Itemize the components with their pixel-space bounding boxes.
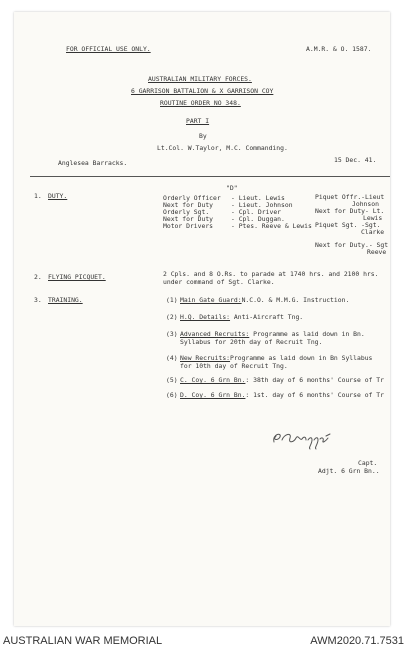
date: 15 Dec. 41.: [334, 156, 377, 164]
duty-role: Orderly Officer: [163, 194, 221, 202]
duty-name: - Lieut. Lewis: [231, 194, 285, 202]
duty-name: - Cpl. Duggan.: [231, 215, 285, 223]
training-item-text: N.C.O. & M.M.G. Instruction.: [241, 296, 350, 304]
part-by: By: [199, 132, 207, 140]
picquet-line: Lewis: [363, 214, 383, 222]
picquet-line: Next for Duty- Lt.: [315, 207, 385, 215]
training-item-line: [180, 392, 384, 400]
picquet-line: Reeve: [367, 248, 387, 256]
archive-footer: [0, 631, 408, 653]
training-item-number: (1): [166, 296, 178, 304]
training-item-heading: C. Coy. 6 Grn Bn.: [180, 376, 246, 384]
training-item-number: (2): [166, 313, 178, 321]
title-line-1: AUSTRALIAN MILITARY FORCES.: [148, 75, 252, 83]
section-3-number: 3.: [34, 296, 42, 304]
training-item-continuation: Syllabus for 20th day of Recruit Tng.: [180, 338, 323, 346]
training-item-text: Anti-Aircraft Tng.: [230, 313, 304, 321]
divider-rule: [30, 176, 390, 177]
footer-institution: AUSTRALIAN WAR MEMORIAL: [3, 635, 163, 647]
duty-role: Orderly Sgt.: [163, 208, 210, 216]
footer-accession-number: AWM2020.71.7531: [310, 635, 404, 647]
training-item-number: (6): [166, 391, 178, 399]
picquet-line: Piquet Sgt. -Sgt.: [315, 221, 381, 229]
reference-number: A.M.R. & O. 1587.: [306, 45, 372, 53]
part-label: PART I: [186, 117, 210, 125]
training-item-number: (4): [166, 354, 178, 362]
picquet-line: Next for Duty.- Sgt: [315, 241, 389, 249]
handwritten-signature: [268, 428, 372, 450]
training-item-continuation: for 10th day of Recruit Tng.: [180, 362, 288, 370]
training-item-heading: Advanced Recruits:: [180, 330, 250, 338]
duty-role: Next for Duty: [163, 201, 214, 209]
training-item-heading: New Recruits:: [180, 354, 231, 362]
duty-name: - Ptes. Reeve & Lewis: [231, 222, 312, 230]
training-item-text: : 1st. day of 6 months' Course of Tr: [245, 391, 384, 399]
training-item-line: [180, 377, 384, 385]
training-item-line: [180, 297, 349, 305]
picquet-line: Piquet Offr.-Lieut: [315, 193, 385, 201]
training-item-heading: Main Gate Guard:: [180, 296, 242, 304]
section-2-heading: FLYING PICQUET.: [48, 273, 106, 281]
picquet-line: Clarke: [361, 228, 385, 236]
title-line-2: 6 GARRISON BATTALION & X GARRISON COY: [131, 87, 274, 95]
training-item-line: [180, 314, 303, 322]
duty-role: Motor Drivers: [163, 222, 214, 230]
training-item-heading: H.Q. Details:: [180, 313, 231, 321]
company-label: "D": [226, 184, 238, 192]
training-item-text: Programme as laid down in Bn Syllabus: [230, 354, 373, 362]
flying-picquet-text-2: under command of Sgt. Clarke.: [163, 278, 275, 286]
title-line-3: ROUTINE ORDER NO 348.: [160, 99, 241, 107]
signatory-rank: Capt.: [358, 459, 378, 467]
location: Anglesea Barracks.: [58, 159, 128, 167]
classification-label: FOR OFFICIAL USE ONLY.: [66, 45, 151, 53]
section-2-number: 2.: [34, 273, 42, 281]
section-1-heading: DUTY.: [48, 192, 68, 200]
training-item-number: (5): [166, 376, 178, 384]
training-item-number: (3): [166, 330, 178, 338]
training-item-text: : 38th day of 6 months' Course of Tr: [245, 376, 384, 384]
duty-name: - Lieut. Johnson: [231, 201, 293, 209]
flying-picquet-text-1: 2 Cpls. and 8 O.Rs. to parade at 1740 hrs. and 2100 hrs.: [163, 270, 379, 278]
picquet-line: Johnson: [352, 200, 379, 208]
training-item-text: Programme as laid down in Bn.: [249, 330, 365, 338]
signatory-appointment: Adjt. 6 Grn Bn..: [318, 467, 380, 475]
section-1-number: 1.: [34, 192, 42, 200]
commander-line: Lt.Col. W.Taylor, M.C. Commanding.: [157, 144, 288, 152]
training-item-heading: D. Coy. 6 Grn Bn.: [180, 391, 246, 399]
duty-role: Next for Duty: [163, 215, 214, 223]
duty-name: - Cpl. Driver: [231, 208, 282, 216]
section-3-heading: TRAINING.: [48, 296, 83, 304]
